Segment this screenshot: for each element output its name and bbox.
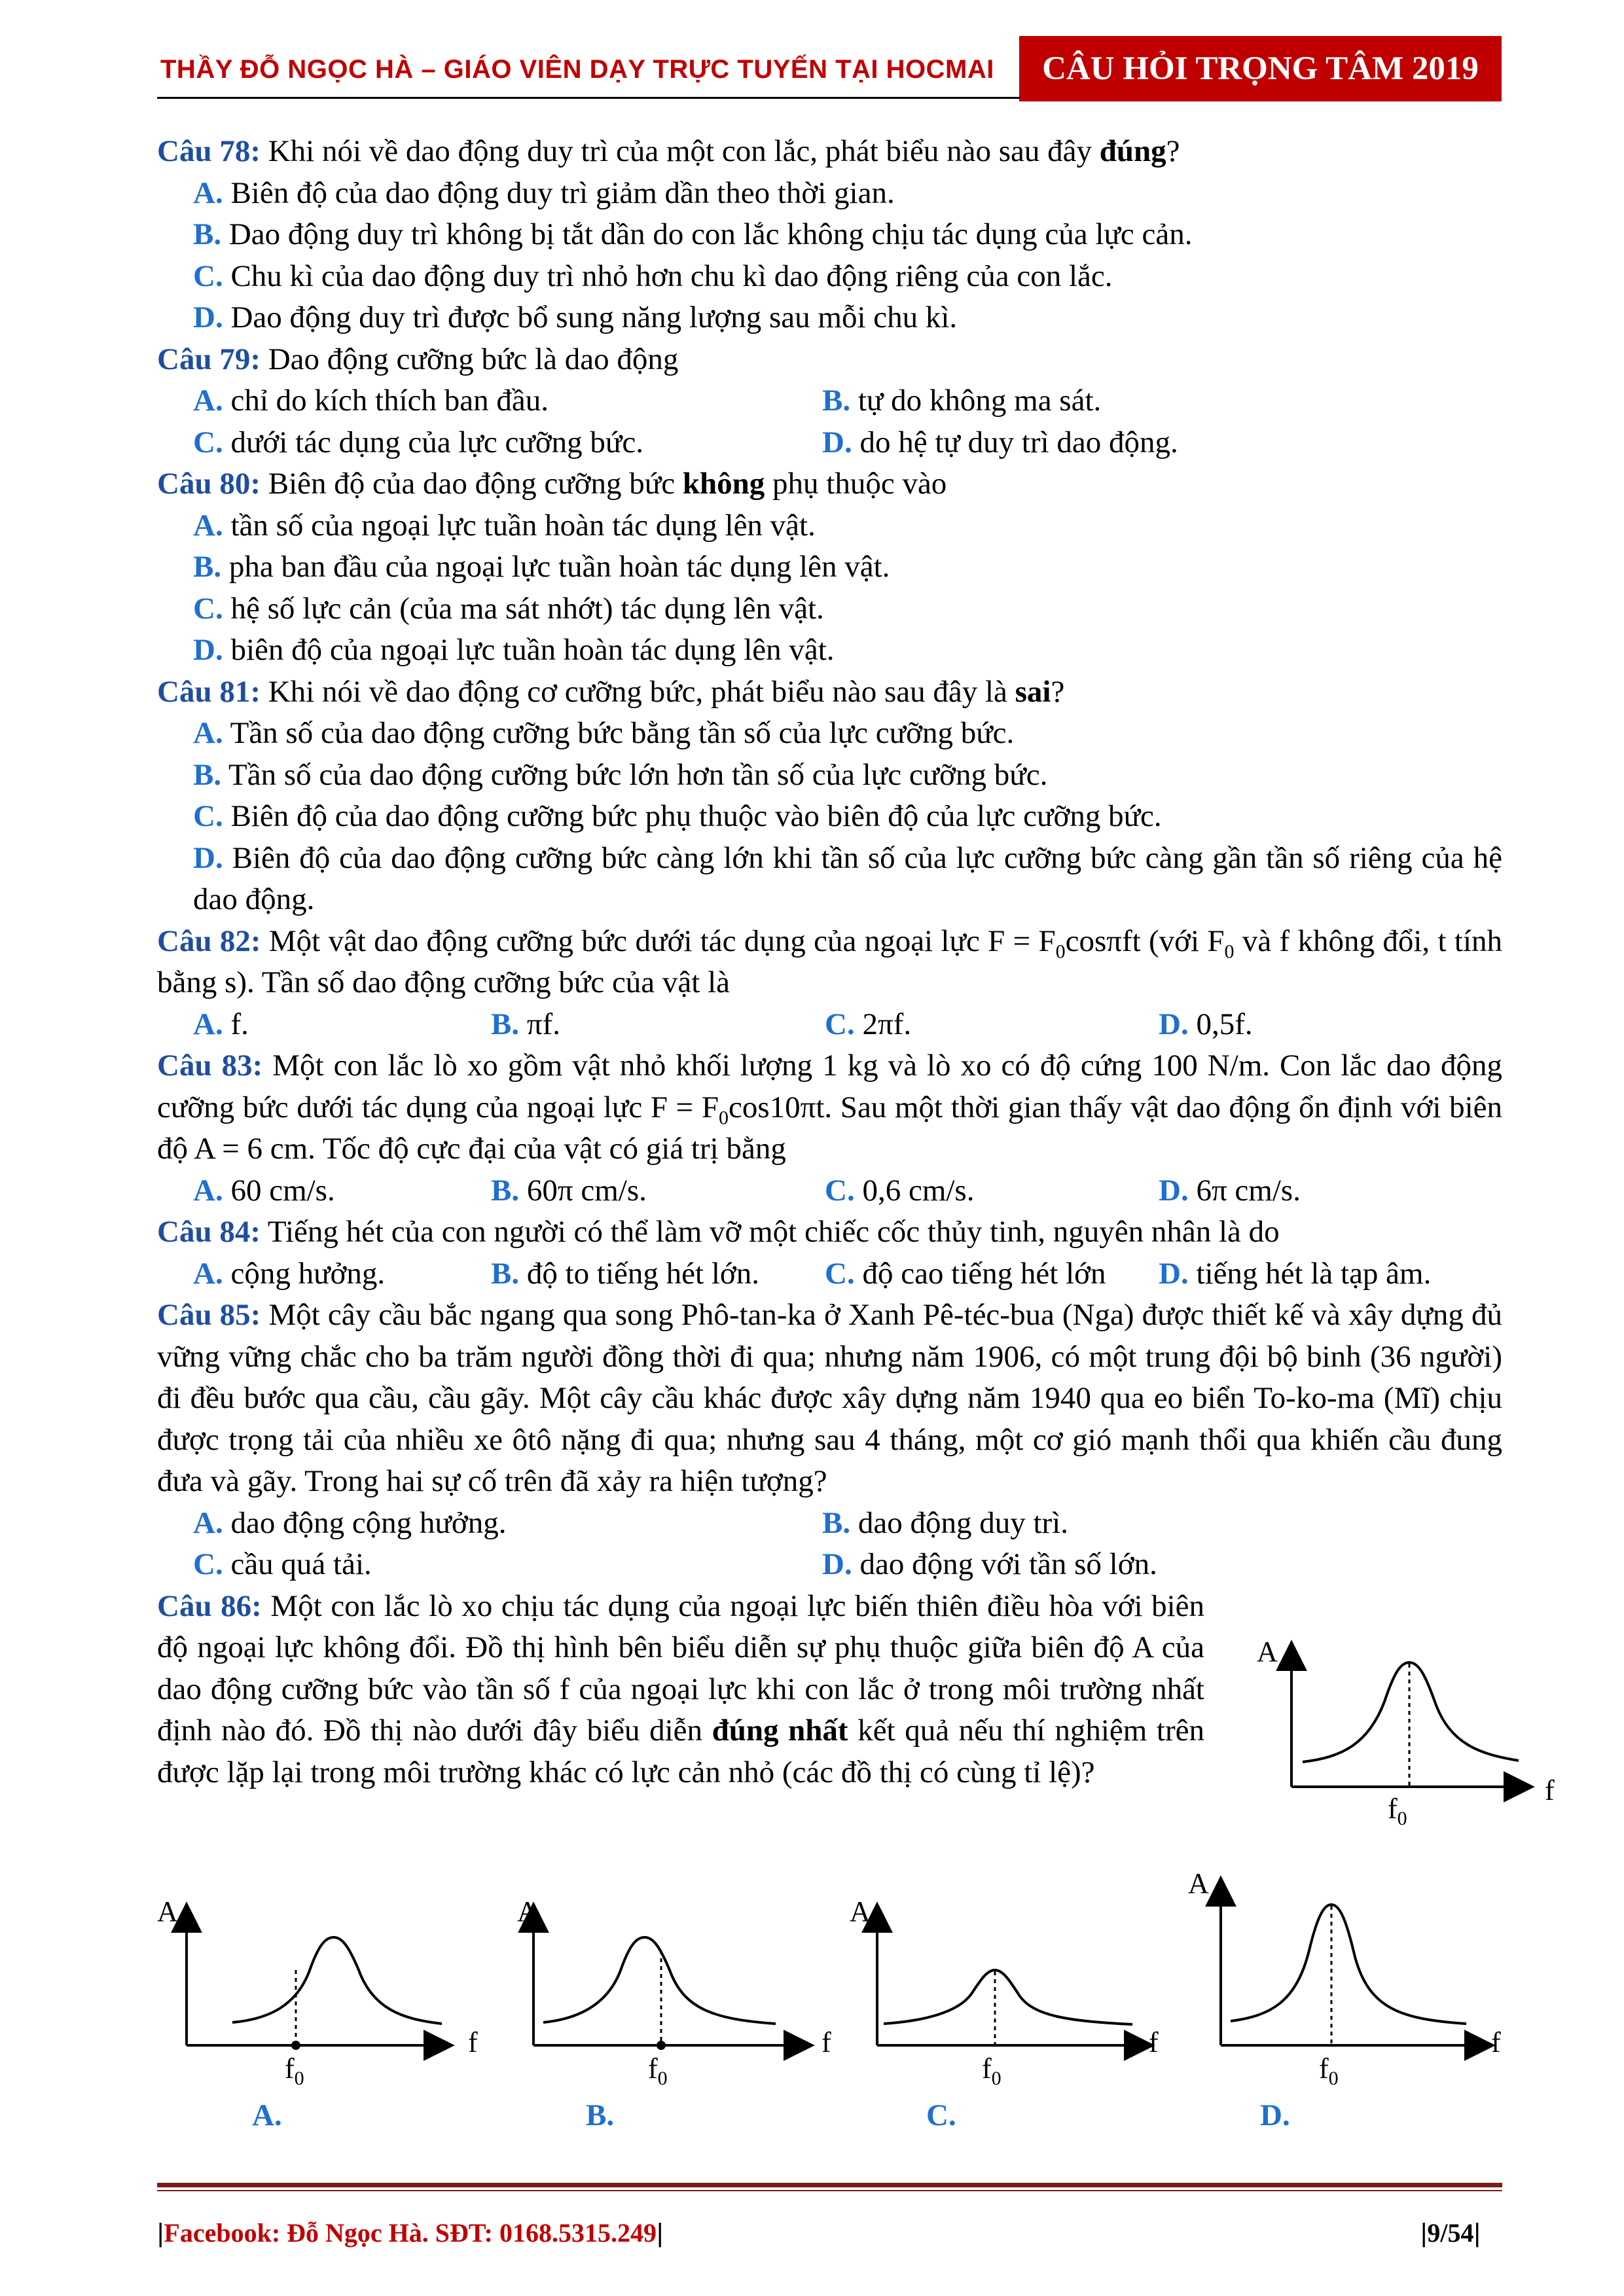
option-d [822, 1544, 1487, 1586]
graph-option-a [151, 1885, 491, 2094]
resonance-curve [232, 1937, 442, 2024]
option-label: A. [193, 1173, 223, 1208]
question-number: Câu 85: [157, 1298, 261, 1332]
option-text: độ to tiếng hét lớn. [519, 1256, 759, 1291]
option-label: C. [825, 1173, 855, 1208]
graph-label-d: D. [1260, 2098, 1290, 2132]
option-label: D. [822, 425, 852, 459]
graph-label-c: C. [926, 2098, 956, 2132]
subscript: 0 [1055, 940, 1066, 962]
f0-label: $f_0$ [648, 2053, 668, 2089]
graph-option-b [497, 1885, 838, 2094]
f0-label: $f_0$ [285, 2053, 304, 2089]
question-text: Một con lắc lò xo chịu tác dụng của ngoại lực biến thiên điều hòa với biên độ ngoại lực không đổi. Đồ thị hình bên biểu diễn sự phụ thuộc giữa biên độ A của dao động cưỡng bức vào tần số f của ngoại lực khi con lắc ở trong môi trường nhất định nào đó. Đồ thị nào dưới đây biểu diễn [157, 1588, 1205, 1748]
option-text: 6π cm/s. [1188, 1173, 1301, 1208]
f0-label: $f_0$ [982, 2053, 1001, 2089]
question-78 [157, 131, 1502, 173]
option-b [822, 380, 1487, 422]
question-number: Câu 83: [157, 1049, 263, 1083]
option-b [491, 1004, 825, 1046]
option-text: πf. [519, 1007, 560, 1041]
option-label: D. [1159, 1256, 1189, 1291]
option-c [157, 796, 1502, 838]
option-text: 0,6 cm/s. [854, 1173, 975, 1208]
question-text-end: ? [1051, 674, 1065, 709]
option-text: hệ số lực cản (của ma sát nhớt) tác dụng lên vật. [223, 591, 824, 626]
option-a [157, 1170, 491, 1212]
option-c [825, 1004, 1159, 1046]
option-text: Tần số của dao động cưỡng bức lớn hơn tần số của lực cưỡng bức. [221, 757, 1048, 792]
option-c [157, 1544, 822, 1586]
graph-option-d [1178, 1859, 1519, 2094]
option-d [822, 422, 1487, 464]
option-text: dao động duy trì. [850, 1505, 1068, 1540]
option-d [157, 838, 1502, 921]
resonance-curve [884, 1970, 1132, 2024]
option-label: B. [193, 757, 222, 792]
axis-label-a: A [157, 1895, 178, 1928]
options-row [157, 1170, 1502, 1212]
axis-label-a: A [850, 1895, 871, 1928]
option-text: 60 cm/s. [223, 1173, 335, 1208]
option-text: Biên độ của dao động cưỡng bức phụ thuộc vào biên độ của lực cưỡng bức. [223, 799, 1162, 833]
question-81 [157, 672, 1502, 713]
option-text: cộng hưởng. [223, 1256, 386, 1291]
option-label: C. [825, 1256, 855, 1291]
option-b [822, 1503, 1487, 1545]
question-emphasis: đúng nhất [712, 1713, 848, 1748]
option-text: Dao động duy trì không bị tắt dần do con lắc không chịu tác dụng của lực cản. [221, 217, 1193, 251]
graph-label-b: B. [586, 2098, 615, 2132]
question-text: cos10πt. Sau một thời gian thấy vật dao động ổn định với biên độ A = 6 cm. Tốc độ cực đại của vật có giá trị bằng [157, 1090, 1502, 1166]
option-b [157, 547, 1502, 588]
question-number: Câu 86: [157, 1588, 262, 1623]
option-text: tần số của ngoại lực tuần hoàn tác dụng lên vật. [223, 508, 816, 543]
option-a [157, 713, 1502, 755]
option-d [1159, 1004, 1492, 1046]
question-text: Dao động cưỡng bức là dao động [260, 342, 679, 376]
option-d [157, 630, 1502, 672]
header-divider [157, 97, 1020, 99]
options-row [157, 422, 1502, 464]
question-text: Biên độ của dao động cưỡng bức [260, 467, 683, 501]
option-label: C. [193, 259, 223, 293]
axis-label-f: f [1149, 2026, 1159, 2058]
subscript: 0 [718, 1106, 729, 1128]
f0-point [291, 2041, 300, 2050]
option-label: C. [825, 1007, 855, 1041]
option-label: A. [193, 384, 223, 418]
header-badge: CÂU HỎI TRỌNG TÂM 2019 [1019, 36, 1502, 101]
question-number: Câu 80: [157, 467, 261, 501]
question-emphasis: sai [1015, 674, 1051, 709]
option-c [825, 1253, 1159, 1295]
option-label: C. [193, 1547, 223, 1581]
option-text: cầu quá tải. [223, 1547, 372, 1581]
option-label: B. [491, 1173, 520, 1208]
option-label: B. [491, 1007, 520, 1041]
option-label: C. [193, 591, 223, 626]
f0-label: $f_0$ [1319, 2053, 1339, 2089]
question-number: Câu 79: [157, 342, 261, 376]
option-text: tự do không ma sát. [850, 384, 1102, 418]
option-label: B. [822, 384, 851, 418]
option-label: D. [193, 633, 223, 667]
option-text: dao động cộng hưởng. [223, 1505, 507, 1540]
footer-divider-thin [157, 2190, 1502, 2191]
option-text: 60π cm/s. [519, 1173, 647, 1208]
question-82 [157, 921, 1502, 1004]
axis-label-f: f [1545, 1774, 1555, 1806]
option-label: B. [491, 1256, 520, 1291]
axis-label-f: f [821, 2026, 831, 2058]
option-b [491, 1253, 825, 1295]
option-label: D. [193, 300, 223, 334]
option-label: B. [193, 550, 222, 584]
option-text: Biên độ của dao động cưỡng bức càng lớn khi tần số của lực cưỡng bức càng gần tần số riêng của hệ dao động. [193, 840, 1502, 916]
question-79 [157, 339, 1502, 381]
option-c [157, 588, 1502, 630]
question-83 [157, 1045, 1502, 1170]
question-80 [157, 463, 1502, 505]
option-a [157, 173, 1502, 215]
question-number: Câu 82: [157, 924, 261, 958]
option-a [157, 505, 1502, 547]
option-text: dưới tác dụng của lực cưỡng bức. [223, 425, 644, 459]
question-text: cosπft (với F [1065, 924, 1225, 958]
option-label: A. [193, 508, 223, 543]
option-label: C. [193, 799, 223, 833]
option-a [157, 1253, 491, 1295]
page-number: |9/54| [1420, 2218, 1481, 2248]
questions [157, 131, 1502, 1793]
option-text: do hệ tự duy trì dao động. [852, 425, 1178, 459]
subscript: 0 [1224, 940, 1235, 962]
options-row [157, 1004, 1502, 1046]
axis-label-f: f [1491, 2026, 1501, 2058]
question-text: Khi nói về dao động duy trì của một con lắc, phát biểu nào sau đây [260, 134, 1100, 168]
option-text: tiếng hét là tạp âm. [1188, 1256, 1432, 1291]
question-emphasis: đúng [1099, 134, 1166, 168]
resonance-curve [1303, 1662, 1519, 1762]
question-text: Một cây cầu bắc ngang qua song Phô-tan-ka ở Xanh Pê-téc-bua (Nga) được thiết kế và xây dựng đủ vững vững chắc cho ba trăm người đồng thời đi qua; nhưng năm 1906, có một trung đội bộ binh (36 người) đi đều bước qua cầu, cầu gãy. Một cây cầu khác được xây dựng năm 1940 qua eo biển To-ko-ma (Mĩ) chịu được trọng tải của nhiều xe ôtô nặng đi qua; nhưng sau 4 tháng, một cơ gió mạnh thổi qua khiến cầu đung đưa và gãy. Trong hai sự cố trên đã xảy ra hiện tượng? [157, 1298, 1503, 1498]
option-text: 2πf. [854, 1007, 912, 1041]
question-number: Câu 81: [157, 674, 261, 709]
option-text: 0,5f. [1188, 1007, 1253, 1041]
option-d [1159, 1253, 1492, 1295]
question-text: Một vật dao động cưỡng bức dưới tác dụng của ngoại lực F = F [261, 924, 1056, 958]
option-label: A. [193, 1256, 223, 1291]
footer-contact-text: Facebook: Đỗ Ngọc Hà. SĐT: 0168.5315.249 [164, 2218, 657, 2248]
graph-option-c [838, 1885, 1178, 2094]
option-label: C. [193, 425, 223, 459]
option-text: biên độ của ngoại lực tuần hoàn tác dụng lên vật. [223, 633, 835, 667]
reference-graph [1231, 1623, 1571, 1846]
header-title: THẦY ĐỖ NGỌC HÀ – GIÁO VIÊN DẠY TRỰC TUYẾN TẠI HOCMAI [160, 55, 994, 84]
page-number-text: 9/54 [1427, 2218, 1474, 2248]
option-text: Dao động duy trì được bổ sung năng lượng sau mỗi chu kì. [223, 300, 958, 334]
f0-point [657, 2041, 666, 2050]
axis-label-a: A [517, 1895, 538, 1928]
options-row [157, 1544, 1502, 1586]
question-text-end: phụ thuộc vào [765, 467, 947, 501]
option-d [1159, 1170, 1492, 1212]
question-emphasis: không [682, 467, 765, 501]
option-label: B. [822, 1505, 851, 1540]
question-text: và f không đổi, t tính bằng s). Tần số dao động cưỡng bức của vật là [157, 924, 1502, 999]
option-label: B. [193, 217, 222, 251]
question-text: kết quả nếu thí nghiệm trên được lặp lại trong môi trường khác có lực cản nhỏ (các đồ thị có cùng tỉ lệ)? [157, 1713, 1204, 1789]
option-text: chỉ do kích thích ban đầu. [223, 384, 549, 418]
axis-label-a: A [1188, 1867, 1209, 1899]
footer-contact: |Facebook: Đỗ Ngọc Hà. SĐT: 0168.5315.249| [157, 2218, 664, 2248]
option-b [157, 755, 1502, 797]
question-85 [157, 1295, 1502, 1503]
question-86 [157, 1586, 1204, 1794]
option-b [157, 214, 1502, 256]
question-text: Một con lắc lò xo gồm vật nhỏ khối lượng 1 kg và lò xo có độ cứng 100 N/m. Con lắc dao động cưỡng bức dưới tác dụng của ngoại lực F = F [157, 1049, 1502, 1124]
option-label: A. [193, 1505, 223, 1540]
footer-divider [157, 2183, 1502, 2187]
option-label: A. [193, 175, 223, 210]
option-text: dao động với tần số lớn. [852, 1547, 1157, 1581]
resonance-curve [543, 1937, 776, 2024]
graph-label-a: A. [252, 2098, 282, 2132]
f0-label: $f_0$ [1388, 1793, 1407, 1829]
question-text: Khi nói về dao động cơ cưỡng bức, phát biểu nào sau đây là [260, 674, 1015, 709]
question-text-end: ? [1166, 134, 1180, 168]
option-text: Biên độ của dao động duy trì giảm dần theo thời gian. [223, 175, 895, 210]
options-row [157, 380, 1502, 422]
option-label: A. [193, 716, 223, 750]
option-c [825, 1170, 1159, 1212]
option-b [491, 1170, 825, 1212]
option-label: D. [1159, 1007, 1189, 1041]
option-text: pha ban đầu của ngoại lực tuần hoàn tác dụng lên vật. [221, 550, 890, 584]
option-label: A. [193, 1007, 223, 1041]
options-row [157, 1503, 1502, 1545]
question-text: Tiếng hét của con người có thể làm vỡ một chiếc cốc thủy tinh, nguyên nhân là do [260, 1215, 1280, 1249]
option-label: D. [193, 840, 223, 875]
question-84 [157, 1211, 1502, 1253]
option-a [157, 1503, 822, 1545]
options-row [157, 1253, 1502, 1295]
option-a [157, 380, 822, 422]
axis-label-a: A [1257, 1636, 1278, 1668]
option-c [157, 422, 822, 464]
resonance-curve [1231, 1905, 1466, 2024]
option-c [157, 256, 1502, 298]
option-d [157, 297, 1502, 339]
question-number: Câu 78: [157, 134, 261, 168]
option-a [157, 1004, 491, 1046]
axis-label-f: f [468, 2026, 478, 2058]
option-label: D. [822, 1547, 852, 1581]
question-number: Câu 84: [157, 1215, 261, 1249]
option-text: f. [223, 1007, 249, 1041]
option-text: Tần số của dao động cưỡng bức bằng tần số của lực cưỡng bức. [223, 716, 1015, 750]
option-text: độ cao tiếng hét lớn [854, 1256, 1106, 1291]
option-text: Chu kì của dao động duy trì nhỏ hơn chu kì dao động riêng của con lắc. [223, 259, 1113, 293]
option-label: D. [1159, 1173, 1189, 1208]
